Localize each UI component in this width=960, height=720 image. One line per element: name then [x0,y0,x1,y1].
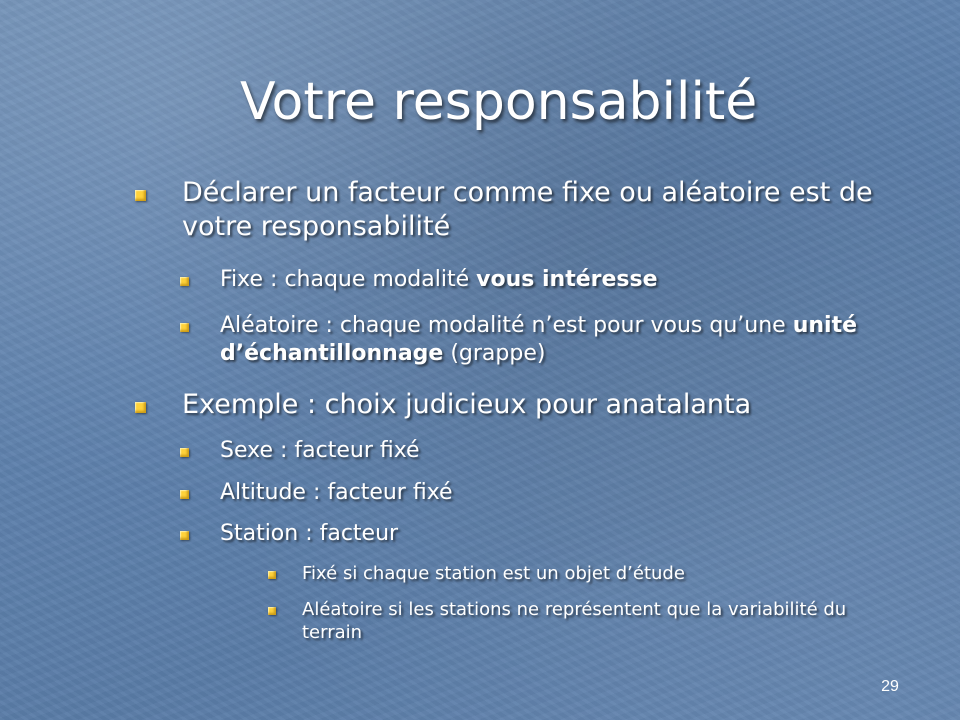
bullet-text: Aléatoire : chaque modalité n’est pour vous qu’une unité d’échantillonnage (grappe) [220,313,858,366]
square-bullet-icon [180,490,189,499]
square-bullet-icon [180,531,189,540]
bullet-text: Exemple : choix judicieux pour anatalanta [182,389,752,420]
square-bullet-icon [268,607,276,615]
bold-emphasis: vous intéresse [476,267,658,292]
bullet-item-aleatoire-station [268,598,902,644]
bold-emphasis: unité d’échantillonnage [220,313,858,366]
bullet-item-aleatoire [180,312,860,368]
bullet-item-sexe [180,437,860,465]
bullet-item-station [180,520,860,548]
bullet-item-fixe-station [268,562,902,585]
square-bullet-icon [180,277,189,286]
square-bullet-icon [135,190,146,201]
square-bullet-icon [268,571,276,579]
bullet-text: Altitude : facteur fixé [220,480,453,505]
slide-number: 29 [881,678,899,695]
bullet-text: Fixé si chaque station est un objet d’étude [302,563,685,584]
bullet-text: Aléatoire si les stations ne représentent que la variabilité du terrain [302,599,847,643]
bullet-text: Sexe : facteur fixé [220,438,420,463]
bullet-text: Station : facteur [220,521,399,546]
bullet-text: Fixe : chaque modalité vous intéresse [220,267,658,292]
bullet-item-fixe [180,266,860,294]
bullet-item-altitude [180,479,860,507]
slide-title: Votre responsabilité [240,72,758,132]
bullet-item-exemple [135,388,882,422]
square-bullet-icon [180,323,189,332]
bullet-item-declare [135,176,882,244]
bullet-text: Déclarer un facteur comme fixe ou aléatoire est de votre responsabilité [182,177,873,242]
square-bullet-icon [135,402,146,413]
square-bullet-icon [180,448,189,457]
